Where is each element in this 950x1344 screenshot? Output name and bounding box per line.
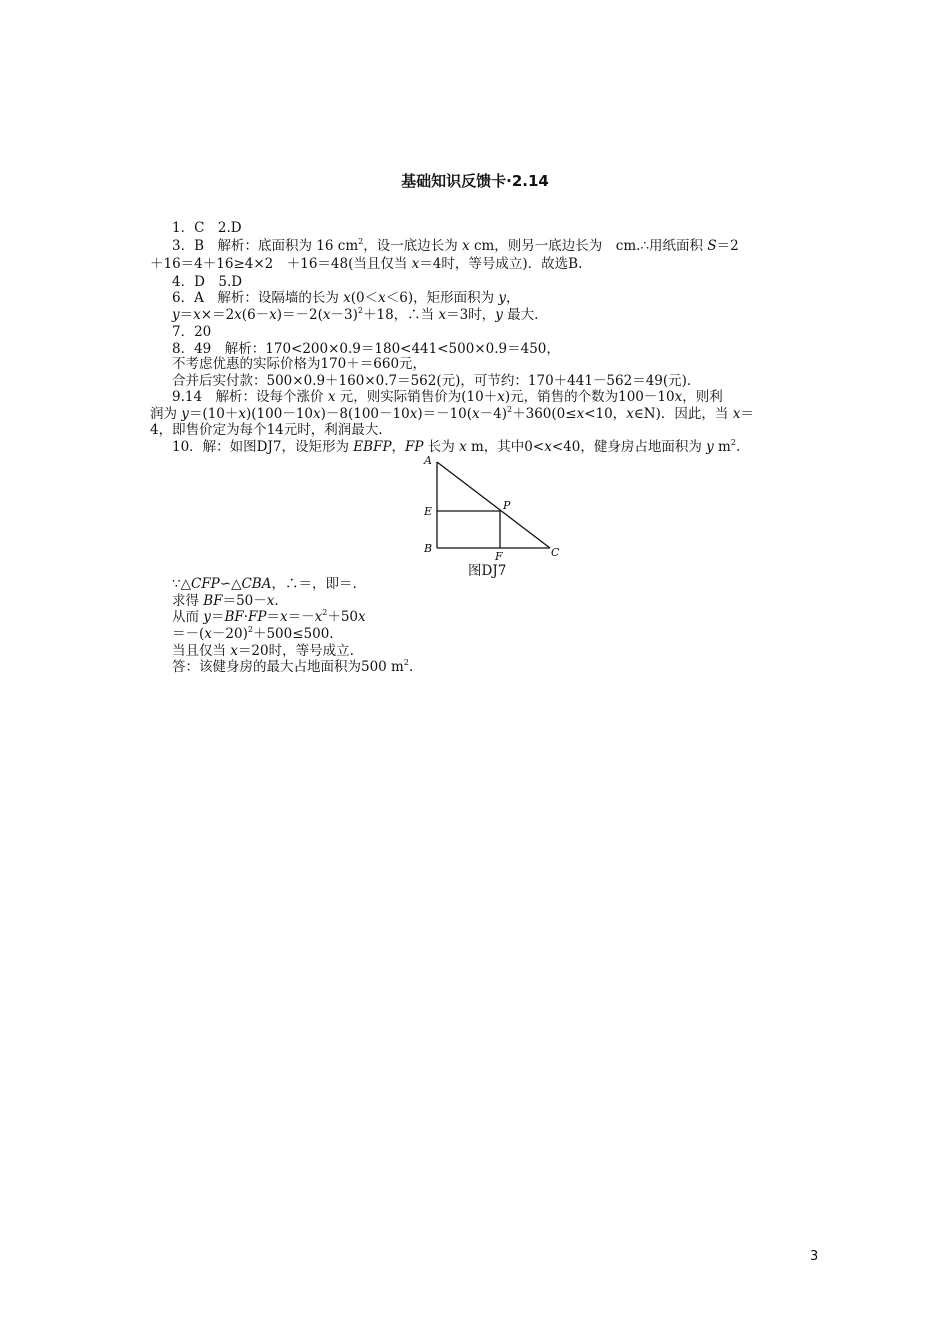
page-number: 3 bbox=[810, 1249, 819, 1264]
answer-line: 从而 $y=BF\cdot FP=x=-x^2+50x$ bbox=[172, 608, 366, 625]
answer-line: 答：该健身房的最大占地面积为500 $m^2$. bbox=[172, 658, 414, 675]
label-B: B bbox=[424, 542, 433, 555]
answer-line: $y=x\times=2x(6-x)=-2(x-3)^2+18$，∴当 x＝3时，y 最大. bbox=[172, 306, 539, 323]
label-A: A bbox=[424, 454, 432, 467]
label-P: P bbox=[503, 499, 511, 512]
answer-line: 8．49 解析：170<200×0.9＝180<441<500×0.9＝450， bbox=[172, 341, 560, 357]
page-title: 基础知识反馈卡·2.14 bbox=[401, 172, 549, 190]
answer-line: 1．C 2.D bbox=[172, 220, 242, 236]
answer-line: ∵△CFP∽△CBA，∴＝，即＝. bbox=[172, 576, 357, 592]
answer-line: 4．D 5.D bbox=[172, 274, 243, 290]
answer-line: ＋16＝4＋16≥4×2 ＋16＝48(当且仅当 x＝4时，等号成立)．故选B. bbox=[150, 256, 583, 272]
side-AC bbox=[437, 462, 550, 548]
figure-caption: 图DJ7 bbox=[468, 563, 507, 579]
answer-line: 当且仅当 x＝20时，等号成立. bbox=[172, 643, 354, 659]
answer-line: 润为 $y=(10+x)(100-10x)-8(100-10x)=-10(x-4)^2+360(0\le x<10$，x∈N)．因此，当 x＝ bbox=[150, 405, 754, 422]
label-E: E bbox=[424, 505, 433, 518]
label-C: C bbox=[551, 546, 560, 559]
answer-line: 4，即售价定为每个14元时，利润最大. bbox=[150, 422, 383, 438]
label-F: F bbox=[495, 550, 503, 562]
triangle-figure bbox=[420, 452, 570, 562]
answer-line: $=-(x-20)^2+500\le 500$. bbox=[172, 625, 334, 642]
answer-line: 3．B 解析：底面积为 16 $cm^2$，设一底边长为 x cm，则另一底边长为 cm.∴用纸面积 S＝2 bbox=[172, 237, 739, 254]
answer-line: 9.14 解析：设每个涨价 x 元，则实际销售价为(10＋x)元，销售的个数为100－10x，则利 bbox=[172, 389, 723, 405]
answer-line: 求得 BF＝50－x. bbox=[172, 593, 279, 609]
answer-line: 10．解：如图DJ7，设矩形为 EBFP，FP 长为 x m，其中0<x<40，健身房占地面积为 y $m^2$. bbox=[172, 438, 741, 455]
answer-line: 合并后实付款：500×0.9＋160×0.7＝562(元)，可节约：170＋441－562＝49(元)． bbox=[172, 373, 701, 389]
answer-line: 7．20 bbox=[172, 324, 212, 340]
answer-line: 不考虑优惠的实际价格为170＋＝660元， bbox=[172, 356, 427, 372]
answer-line: 6．A 解析：设隔墙的长为 x(0＜x＜6)，矩形面积为 y， bbox=[172, 290, 520, 306]
